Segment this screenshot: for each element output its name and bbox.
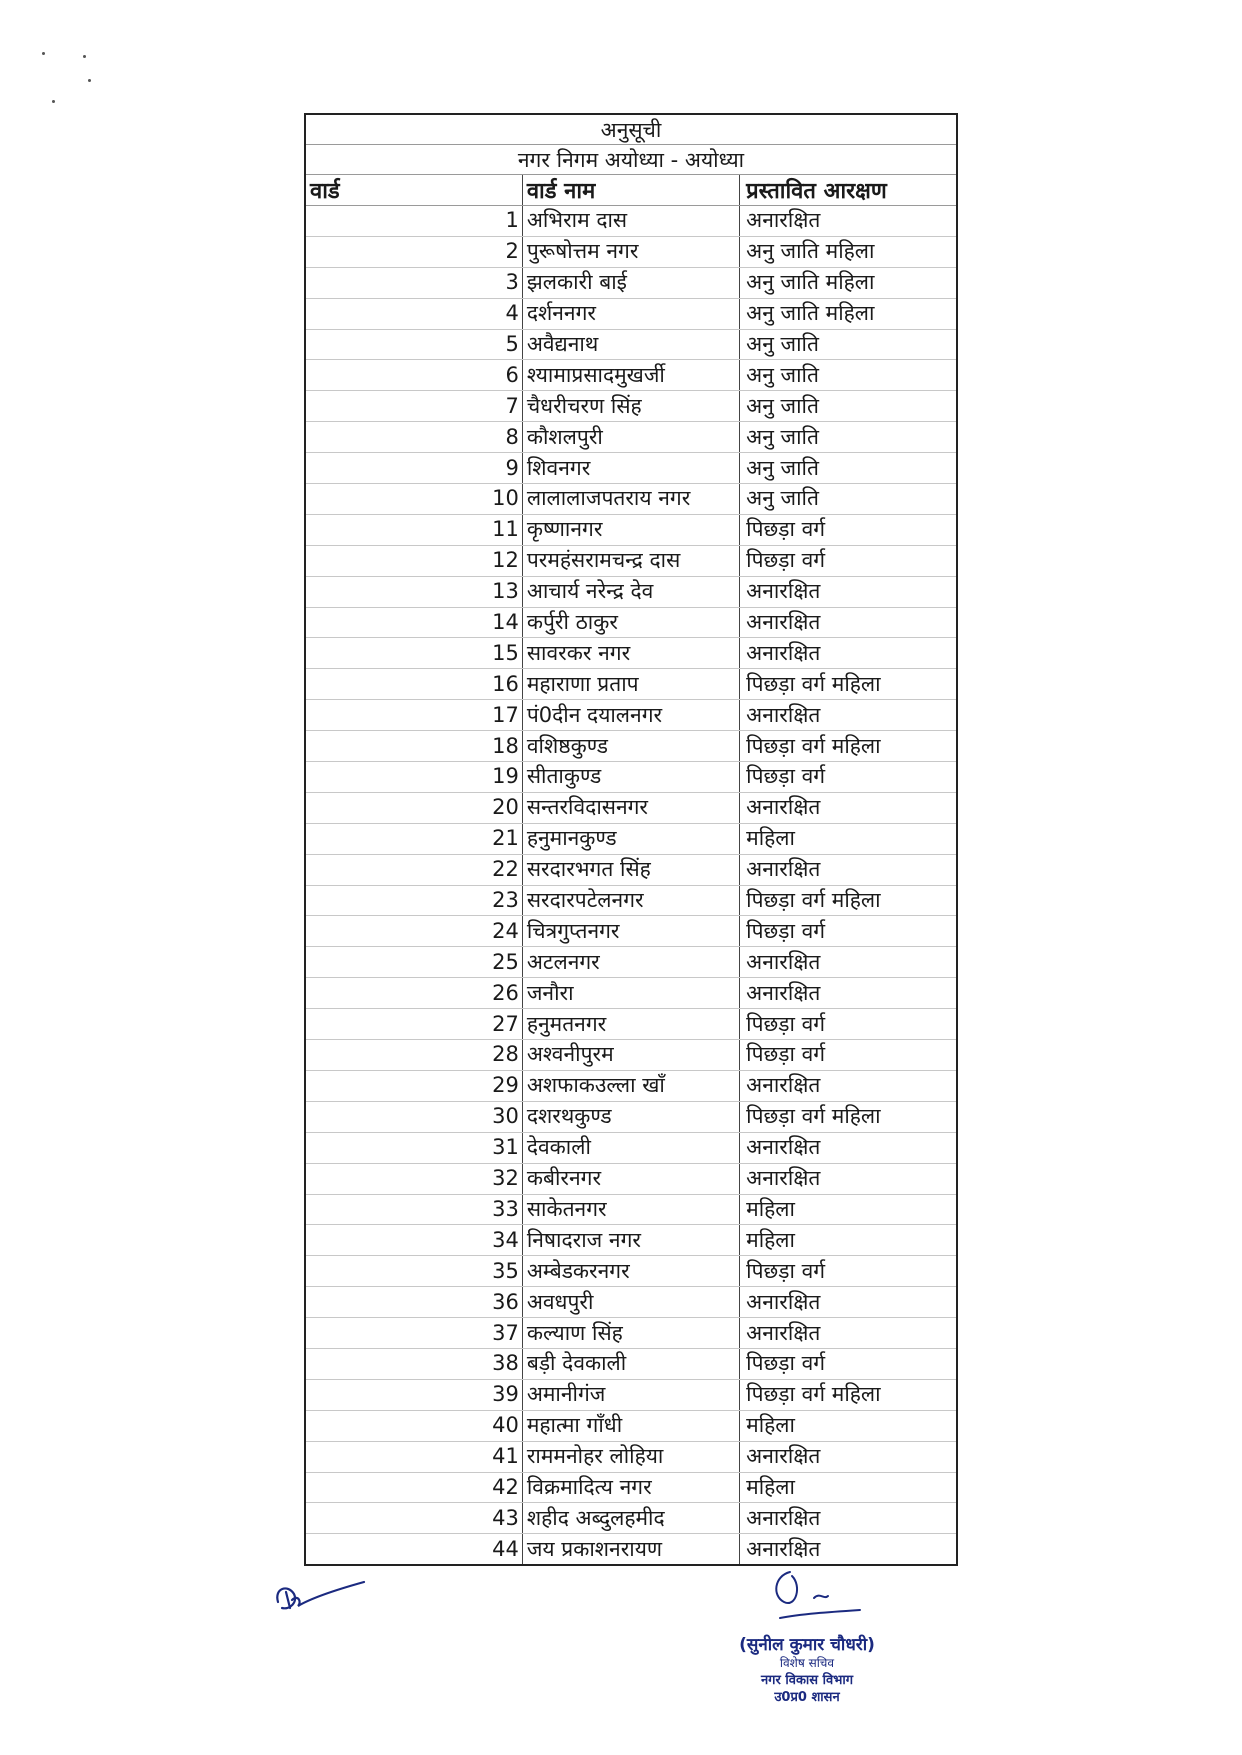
table-row <box>305 1472 957 1503</box>
reservation-cell: पिछड़ा वर्ग महिला <box>740 885 957 916</box>
reservation-cell: महिला <box>740 1225 957 1256</box>
ward-name-cell: देवकाली <box>522 1132 739 1163</box>
ward-number-cell: 35 <box>305 1256 522 1287</box>
ward-number-cell: 10 <box>305 484 522 515</box>
reservation-schedule-table <box>304 113 958 1566</box>
reservation-cell: अनु जाति <box>740 391 957 422</box>
table-row <box>305 453 957 484</box>
ward-name-cell: जनौरा <box>522 978 739 1009</box>
ward-name-cell: कौशलपुरी <box>522 422 739 453</box>
table-row <box>305 298 957 329</box>
table-row <box>305 885 957 916</box>
reservation-cell: पिछड़ा वर्ग महिला <box>740 731 957 762</box>
reservation-cell: महिला <box>740 823 957 854</box>
table-row <box>305 638 957 669</box>
ward-name-cell: सीताकुण्ड <box>522 762 739 793</box>
ward-number-cell: 17 <box>305 700 522 731</box>
table-row <box>305 267 957 298</box>
reservation-cell: पिछड़ा वर्ग महिला <box>740 1101 957 1132</box>
table-row <box>305 484 957 515</box>
reservation-cell: अनारक्षित <box>740 1287 957 1318</box>
ward-name-cell: अश्वनीपुरम <box>522 1040 739 1071</box>
reservation-cell: अनु जाति महिला <box>740 298 957 329</box>
ward-number-cell: 33 <box>305 1194 522 1225</box>
ward-name-cell: पुरूषोत्तम नगर <box>522 236 739 267</box>
ward-number-cell: 36 <box>305 1287 522 1318</box>
ward-name-cell: महात्मा गाँधी <box>522 1410 739 1441</box>
table-row <box>305 1287 957 1318</box>
ward-number-cell: 42 <box>305 1472 522 1503</box>
table-row <box>305 1132 957 1163</box>
reservation-cell: पिछड़ा वर्ग <box>740 916 957 947</box>
ward-name-cell: पं0दीन दयालनगर <box>522 700 739 731</box>
reservation-cell: अनारक्षित <box>740 854 957 885</box>
table-row <box>305 206 957 237</box>
ward-name-cell: सावरकर नगर <box>522 638 739 669</box>
reservation-cell: पिछड़ा वर्ग <box>740 1256 957 1287</box>
officer-department: नगर विकास विभाग <box>760 1673 854 1688</box>
ward-name-cell: शहीद अब्दुलहमीद <box>522 1503 739 1534</box>
table-row <box>305 947 957 978</box>
officer-name: (सुनील कुमार चौधरी) <box>739 1635 875 1655</box>
ward-number-cell: 38 <box>305 1348 522 1379</box>
reservation-cell: पिछड़ा वर्ग <box>740 1348 957 1379</box>
reservation-cell: अनु जाति <box>740 360 957 391</box>
table-row <box>305 329 957 360</box>
ward-number-cell: 31 <box>305 1132 522 1163</box>
ward-name-cell: कल्याण सिंह <box>522 1318 739 1349</box>
reservation-cell: अनु जाति <box>740 329 957 360</box>
ward-name-cell: शिवनगर <box>522 453 739 484</box>
reservation-cell: पिछड़ा वर्ग <box>740 1009 957 1040</box>
reservation-cell: पिछड़ा वर्ग महिला <box>740 1379 957 1410</box>
reservation-cell: अनारक्षित <box>740 947 957 978</box>
ward-number-cell: 18 <box>305 731 522 762</box>
schedule-subtitle: नगर निगम अयोध्या - अयोध्या <box>305 145 957 175</box>
ward-name-cell: अम्बेडकरनगर <box>522 1256 739 1287</box>
table-row <box>305 1070 957 1101</box>
ward-number-cell: 41 <box>305 1441 522 1472</box>
reservation-cell: पिछड़ा वर्ग <box>740 514 957 545</box>
ward-name-cell: चैधरीचरण सिंह <box>522 391 739 422</box>
ward-name-cell: हनुमतनगर <box>522 1009 739 1040</box>
ward-number-cell: 23 <box>305 885 522 916</box>
reservation-cell: अनु जाति <box>740 422 957 453</box>
reservation-cell: अनु जाति <box>740 484 957 515</box>
table-row <box>305 545 957 576</box>
reservation-cell: अनारक्षित <box>740 1163 957 1194</box>
table-row <box>305 731 957 762</box>
ward-number-cell: 6 <box>305 360 522 391</box>
table-row <box>305 978 957 1009</box>
ward-number-cell: 25 <box>305 947 522 978</box>
table-row <box>305 1441 957 1472</box>
table-row <box>305 1503 957 1534</box>
table-row <box>305 1410 957 1441</box>
ward-name-cell: अभिराम दास <box>522 206 739 237</box>
reservation-cell: अनारक्षित <box>740 1503 957 1534</box>
ward-number-cell: 43 <box>305 1503 522 1534</box>
ward-name-cell: हनुमानकुण्ड <box>522 823 739 854</box>
ward-number-cell: 12 <box>305 545 522 576</box>
column-header-ward: वार्ड <box>305 175 522 206</box>
table-row <box>305 669 957 700</box>
ward-name-cell: विक्रमादित्य नगर <box>522 1472 739 1503</box>
table-row <box>305 916 957 947</box>
ward-number-cell: 40 <box>305 1410 522 1441</box>
table-row <box>305 1256 957 1287</box>
table-row <box>305 1009 957 1040</box>
ward-number-cell: 15 <box>305 638 522 669</box>
ward-name-cell: परमहंसरामचन्द्र दास <box>522 545 739 576</box>
ward-number-cell: 22 <box>305 854 522 885</box>
table-row <box>305 854 957 885</box>
reservation-cell: अनु जाति महिला <box>740 267 957 298</box>
ward-name-cell: लालालाजपतराय नगर <box>522 484 739 515</box>
ward-name-cell: दशरथकुण्ड <box>522 1101 739 1132</box>
table-row <box>305 1194 957 1225</box>
ward-number-cell: 39 <box>305 1379 522 1410</box>
ward-name-cell: बड़ी देवकाली <box>522 1348 739 1379</box>
ward-number-cell: 9 <box>305 453 522 484</box>
ward-name-cell: सरदारभगत सिंह <box>522 854 739 885</box>
ward-number-cell: 21 <box>305 823 522 854</box>
ward-name-cell: निषादराज नगर <box>522 1225 739 1256</box>
ward-name-cell: वशिष्ठकुण्ड <box>522 731 739 762</box>
ward-number-cell: 4 <box>305 298 522 329</box>
reservation-cell: पिछड़ा वर्ग महिला <box>740 669 957 700</box>
table-row <box>305 1318 957 1349</box>
reservation-cell: अनारक्षित <box>740 1132 957 1163</box>
table-row <box>305 360 957 391</box>
ward-name-cell: आचार्य नरेन्द्र देव <box>522 576 739 607</box>
scan-speck <box>52 100 55 103</box>
reservation-cell: अनारक्षित <box>740 700 957 731</box>
table-row <box>305 1348 957 1379</box>
ward-number-cell: 8 <box>305 422 522 453</box>
ward-number-cell: 20 <box>305 792 522 823</box>
ward-name-cell: महाराणा प्रताप <box>522 669 739 700</box>
table-row <box>305 607 957 638</box>
ward-name-cell: अशफाकउल्ला खाँ <box>522 1070 739 1101</box>
ward-number-cell: 44 <box>305 1534 522 1565</box>
ward-name-cell: जय प्रकाशनरायण <box>522 1534 739 1565</box>
ward-number-cell: 34 <box>305 1225 522 1256</box>
ward-name-cell: कृष्णानगर <box>522 514 739 545</box>
reservation-cell: अनारक्षित <box>740 1441 957 1472</box>
reservation-cell: महिला <box>740 1410 957 1441</box>
ward-name-cell: साकेतनगर <box>522 1194 739 1225</box>
officer-stamp <box>722 1632 892 1706</box>
reservation-cell: पिछड़ा वर्ग <box>740 545 957 576</box>
table-row <box>305 1040 957 1071</box>
table-row <box>305 391 957 422</box>
table-row <box>305 792 957 823</box>
reservation-cell: अनारक्षित <box>740 1318 957 1349</box>
officer-designation: विशेष सचिव <box>779 1656 835 1670</box>
ward-number-cell: 16 <box>305 669 522 700</box>
ward-number-cell: 19 <box>305 762 522 793</box>
ward-name-cell: दर्शननगर <box>522 298 739 329</box>
table-row <box>305 1379 957 1410</box>
ward-name-cell: झलकारी बाई <box>522 267 739 298</box>
reservation-cell: महिला <box>740 1194 957 1225</box>
reservation-cell: अनारक्षित <box>740 1070 957 1101</box>
scan-speck <box>88 79 91 82</box>
ward-name-cell: अवधपुरी <box>522 1287 739 1318</box>
reservation-cell: अनारक्षित <box>740 978 957 1009</box>
ward-number-cell: 29 <box>305 1070 522 1101</box>
table-row <box>305 514 957 545</box>
reservation-cell: अनारक्षित <box>740 638 957 669</box>
ward-number-cell: 27 <box>305 1009 522 1040</box>
table-row <box>305 576 957 607</box>
ward-name-cell: कबीरनगर <box>522 1163 739 1194</box>
table-row <box>305 762 957 793</box>
scan-speck <box>83 55 86 58</box>
ward-number-cell: 14 <box>305 607 522 638</box>
ward-number-cell: 32 <box>305 1163 522 1194</box>
ward-name-cell: अमानीगंज <box>522 1379 739 1410</box>
ward-name-cell: अवैद्यनाथ <box>522 329 739 360</box>
ward-number-cell: 13 <box>305 576 522 607</box>
ward-number-cell: 30 <box>305 1101 522 1132</box>
ward-name-cell: श्यामाप्रसादमुखर्जी <box>522 360 739 391</box>
reservation-cell: पिछड़ा वर्ग <box>740 762 957 793</box>
reservation-cell: अनारक्षित <box>740 792 957 823</box>
ward-number-cell: 24 <box>305 916 522 947</box>
reservation-cell: अनारक्षित <box>740 1534 957 1565</box>
column-header-reservation: प्रस्तावित आरक्षण <box>740 175 957 206</box>
ward-number-cell: 1 <box>305 206 522 237</box>
table-row <box>305 1534 957 1565</box>
ward-number-cell: 2 <box>305 236 522 267</box>
ward-name-cell: चित्रगुप्तनगर <box>522 916 739 947</box>
officer-signature <box>750 1562 870 1632</box>
officer-government: उ0प्र0 शासन <box>774 1690 840 1705</box>
reservation-cell: महिला <box>740 1472 957 1503</box>
ward-number-cell: 37 <box>305 1318 522 1349</box>
column-header-row <box>305 175 957 206</box>
reservation-cell: अनारक्षित <box>740 576 957 607</box>
table-row <box>305 700 957 731</box>
ward-number-cell: 5 <box>305 329 522 360</box>
ward-number-cell: 3 <box>305 267 522 298</box>
initials-signature <box>268 1578 378 1618</box>
reservation-cell: पिछड़ा वर्ग <box>740 1040 957 1071</box>
ward-name-cell: कर्पुरी ठाकुर <box>522 607 739 638</box>
ward-number-cell: 7 <box>305 391 522 422</box>
table-row <box>305 823 957 854</box>
ward-number-cell: 11 <box>305 514 522 545</box>
table-row <box>305 236 957 267</box>
column-header-ward-name: वार्ड नाम <box>522 175 739 206</box>
ward-number-cell: 28 <box>305 1040 522 1071</box>
reservation-cell: अनु जाति <box>740 453 957 484</box>
table-row <box>305 1163 957 1194</box>
table-row <box>305 1101 957 1132</box>
reservation-cell: अनारक्षित <box>740 607 957 638</box>
ward-name-cell: सन्तरविदासनगर <box>522 792 739 823</box>
table-row <box>305 1225 957 1256</box>
ward-name-cell: राममनोहर लोहिया <box>522 1441 739 1472</box>
reservation-cell: अनारक्षित <box>740 206 957 237</box>
reservation-cell: अनु जाति महिला <box>740 236 957 267</box>
scan-speck <box>42 52 45 55</box>
ward-name-cell: अटलनगर <box>522 947 739 978</box>
schedule-title: अनुसूची <box>305 114 957 145</box>
ward-number-cell: 26 <box>305 978 522 1009</box>
ward-name-cell: सरदारपटेलनगर <box>522 885 739 916</box>
table-row <box>305 422 957 453</box>
